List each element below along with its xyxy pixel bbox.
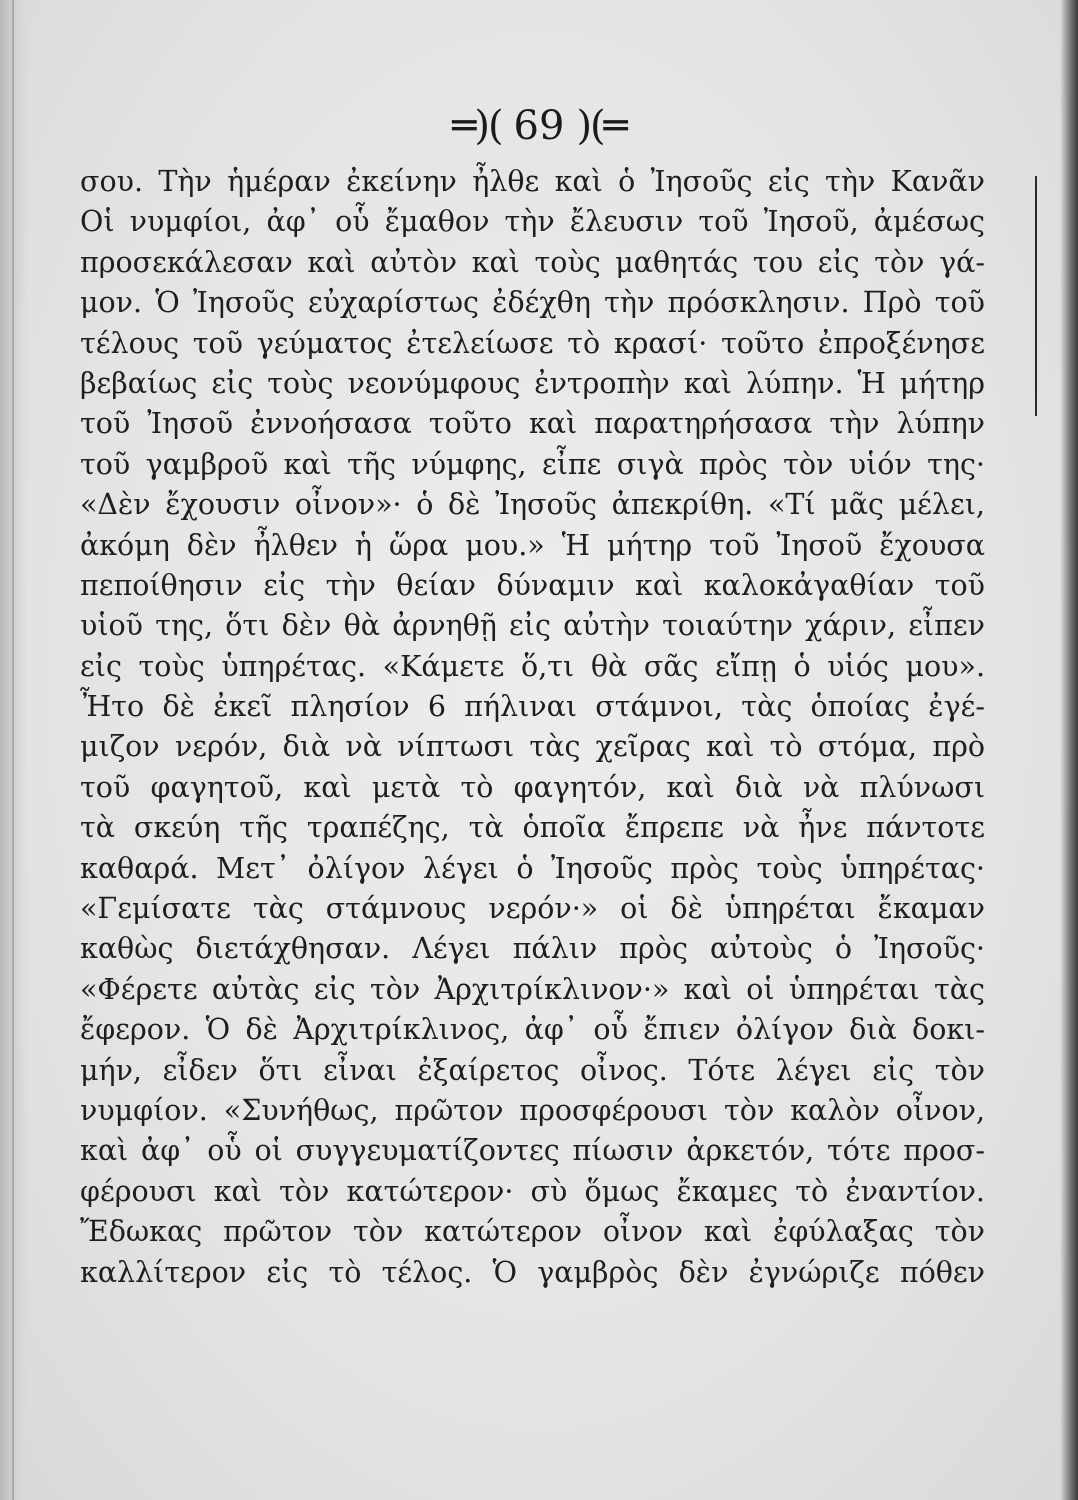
text-line: τοῦ Ἰησοῦ ἐννοήσασα τοῦτο καὶ παρατηρήσασα τὴν λύπην	[80, 407, 985, 441]
text-line: τὰ σκεύη τῆς τραπέζης, τὰ ὁποῖα ἔπρεπε νὰ ἦνε πάντοτε	[80, 811, 985, 845]
text-line: υἱοῦ της, ὅτι δὲν θὰ ἀρνηθῇ εἰς αὐτὴν τοιαύτην χάριν, εἶπεν	[80, 609, 985, 643]
text-line: «Δὲν ἔχουσιν οἶνον»· ὁ δὲ Ἰησοῦς ἀπεκρίθη. «Τί μᾶς μέλει,	[80, 488, 985, 522]
page-gutter-shadow	[0, 0, 28, 1500]
page-number: 69	[513, 103, 565, 149]
page-header	[0, 100, 1078, 152]
text-line: «Γεμίσατε τὰς στάμνους νερόν·» οἱ δὲ ὑπηρέται ἔκαμαν	[80, 892, 985, 926]
text-line: νυμφίον. «Συνήθως, πρῶτον προσφέρουσι τὸν καλὸν οἶνον,	[80, 1093, 985, 1127]
text-line: τοῦ γαμβροῦ καὶ τῆς νύμφης, εἶπε σιγὰ πρὸς τὸν υἱόν της·	[80, 447, 985, 481]
body-text	[80, 162, 985, 1293]
text-line: σου. Τὴν ἡμέραν ἐκείνην ἦλθε καὶ ὁ Ἰησοῦς εἰς τὴν Κανᾶν	[80, 165, 985, 198]
margin-mark	[1035, 176, 1037, 416]
text-line: φέρουσι καὶ τὸν κατώτερον· σὺ ὅμως ἔκαμες τὸ ἐναντίον.	[80, 1174, 985, 1208]
text-line: Ἔδωκας πρῶτον τὸν κατώτερον οἶνον καὶ ἐφύλαξας τὸν	[80, 1215, 985, 1249]
text-line: πεποίθησιν εἰς τὴν θείαν δύναμιν καὶ καλοκἀγαθίαν τοῦ	[80, 568, 985, 602]
text-line: καθαρά. Μετ᾽ ὀλίγον λέγει ὁ Ἰησοῦς πρὸς τοὺς ὑπηρέτας·	[80, 851, 985, 885]
text-line: Οἱ νυμφίοι, ἀφ᾽ οὗ ἔμαθον τὴν ἔλευσιν τοῦ Ἰησοῦ, ἀμέσως	[80, 205, 985, 239]
page-right-edge	[1060, 0, 1078, 1500]
text-line: μήν, εἶδεν ὅτι εἶναι ἐξαίρετος οἶνος. Τότε λέγει εἰς τὸν	[80, 1053, 985, 1087]
text-line: μιζον νερόν, διὰ νὰ νίπτωσι τὰς χεῖρας καὶ τὸ στόμα, πρὸ	[80, 730, 985, 764]
text-line: «Φέρετε αὐτὰς εἰς τὸν Ἀρχιτρίκλινον·» καὶ οἱ ὑπηρέται τὰς	[80, 972, 985, 1006]
text-line: ἀκόμη δὲν ἦλθεν ἡ ὥρα μου.» Ἡ μήτηρ τοῦ Ἰησοῦ ἔχουσα	[80, 528, 985, 562]
text-line: προσεκάλεσαν καὶ αὐτὸν καὶ τοὺς μαθητάς του εἰς τὸν γά-	[80, 245, 985, 279]
text-line: βεβαίως εἰς τοὺς νεονύμφους ἐντροπὴν καὶ λύπην. Ἡ μήτηρ	[80, 366, 985, 400]
text-line: καθὼς διετάχθησαν. Λέγει πάλιν πρὸς αὐτοὺς ὁ Ἰησοῦς·	[80, 932, 985, 966]
text-line: ἔφερον. Ὁ δὲ Ἀρχιτρίκλινος, ἀφ᾽ οὗ ἔπιεν ὀλίγον διὰ δοκι-	[80, 1013, 985, 1047]
page-gutter-line	[12, 0, 14, 1500]
text-line: τοῦ φαγητοῦ, καὶ μετὰ τὸ φαγητόν, καὶ διὰ νὰ πλύνωσι	[80, 770, 985, 804]
header-ornament-right: )(═	[576, 103, 626, 149]
text-line: καλλίτερον εἰς τὸ τέλος. Ὁ γαμβρὸς δὲν ἐγνώριζε πόθεν	[80, 1255, 985, 1289]
text-line: εἰς τοὺς ὑπηρέτας. «Κάμετε ὅ,τι θὰ σᾶς εἴπῃ ὁ υἱός μου».	[80, 649, 985, 683]
text-line: καὶ ἀφ᾽ οὗ οἱ συγγευματίζοντες πίωσιν ἀρκετόν, τότε προσ-	[80, 1134, 985, 1168]
header-ornament-left: ═)(	[452, 103, 502, 149]
text-line: μον. Ὁ Ἰησοῦς εὐχαρίστως ἐδέχθη τὴν πρόσκλησιν. Πρὸ τοῦ	[80, 286, 985, 320]
text-line: τέλους τοῦ γεύματος ἐτελείωσε τὸ κρασί· τοῦτο ἐπροξένησε	[80, 326, 985, 360]
text-line: Ἦτο δὲ ἐκεῖ πλησίον 6 πήλιναι στάμνοι, τὰς ὁποίας ἐγέ-	[80, 690, 985, 724]
